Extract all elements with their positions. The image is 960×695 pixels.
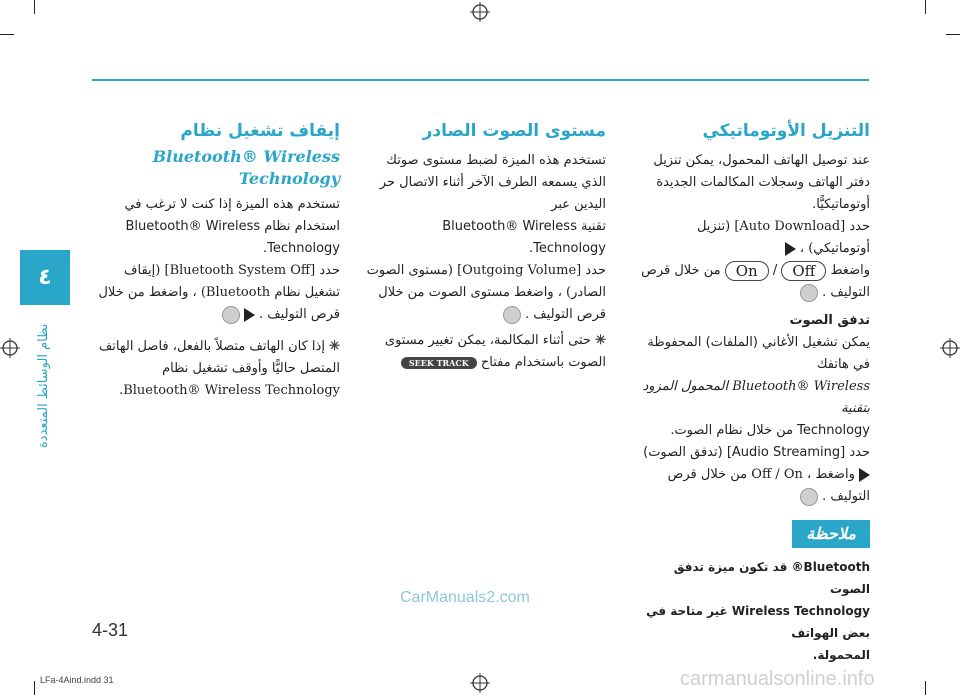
seek-track-key: SEEK TRACK: [401, 357, 477, 369]
caution-text: Bluetooth® قد تكون ميزة تدفق الصوت: [673, 560, 870, 596]
paragraph: يمكن تشغيل الأغاني (الملفات) المحفوظة في هاتفك: [647, 335, 870, 372]
paragraph: تستخدم هذه الميزة لضبط مستوى صوتك الذي يسمعه الطرف الآخر أثناء الاتصال حر اليدين عبر: [379, 153, 606, 212]
footer-watermark: carmanualsonline.info: [680, 668, 875, 690]
play-icon: [244, 308, 255, 322]
crop-mark: [34, 0, 35, 14]
column-outgoing-volume: [362, 118, 606, 374]
subheading: تدفق الصوت: [789, 313, 870, 328]
paragraph: واضغط Off / On من خلال قرص: [641, 261, 870, 280]
watermark: CarManuals2.com: [400, 589, 530, 606]
tune-knob-icon: [800, 488, 818, 506]
header-rule: [92, 79, 869, 81]
play-icon: [859, 468, 870, 482]
chapter-title: نظام الوسائط المتعددة: [36, 323, 51, 448]
crop-mark: [925, 681, 926, 695]
paragraph: [362, 260, 606, 326]
paragraph: Bluetooth® Wireless المحمول المزود بتقنية: [642, 379, 870, 416]
page-number: 4-31: [92, 620, 129, 640]
play-icon: [785, 242, 796, 256]
paragraph-text: واضغط: [830, 263, 870, 278]
footer-file-info: LFa-4Aind.indd 31: [40, 675, 114, 685]
note-star-icon: ✳: [595, 333, 606, 348]
section-heading: إيقاف تشغيل نظام: [180, 121, 340, 141]
paragraph-text: حدد [Bluetooth System Off] (إيقاف تشغيل نظام Bluetooth) ، واضغط من خلال قرص التوليف .: [98, 263, 340, 322]
paragraph-text: حدد [Outgoing Volume] (مستوى الصوت الصادر) ، واضغط مستوى الصوت من خلال قرص التوليف .: [366, 263, 606, 322]
registration-mark-icon: [470, 673, 490, 693]
tune-knob-icon: [222, 306, 240, 324]
note: [362, 330, 606, 374]
paragraph: [638, 282, 870, 304]
registration-mark-icon: [0, 338, 20, 358]
off-button: Off: [781, 261, 826, 281]
note-text: حتى أثناء المكالمة، يمكن تغيير مستوى الصوت باستخدام مفتاح: [384, 333, 606, 370]
chapter-number: ٤: [38, 265, 52, 290]
note-star-icon: ✳: [329, 339, 340, 354]
note-text: إذا كان الهاتف متصلاً بالفعل، فاصل الهاتف المتصل حاليًّا وأوقف تشغيل نظام Bluetooth® Wireless Technology.: [98, 339, 340, 398]
column-bluetooth-off: [95, 118, 340, 402]
column-auto-download: [638, 118, 870, 666]
section-heading: مستوى الصوت الصادر: [422, 121, 606, 141]
tune-knob-icon: [503, 306, 521, 324]
paragraph: تقنية Bluetooth® Wireless Technology.: [442, 219, 606, 256]
caution-text: Wireless Technology غير متاحة في بعض الهواتف: [646, 604, 870, 640]
on-button: On: [725, 261, 769, 281]
crop-mark: [34, 681, 35, 695]
paragraph-text: حدد [Auto Download] (تنزيل أوتوماتيكي) ،: [696, 219, 870, 256]
paragraph: حدد [Audio Streaming] (تدفق الصوت): [643, 445, 870, 460]
paragraph: عند توصيل الهاتف المحمول، يمكن تنزيل دفتر الهاتف وسجلات المكالمات الجديدة أوتوماتيكيًّا.: [653, 153, 870, 212]
registration-mark-icon: [470, 2, 490, 22]
paragraph: Technology من خلال نظام الصوت.: [670, 423, 870, 438]
paragraph-text: واضغط ، Off / On من خلال قرص: [667, 467, 855, 482]
paragraph-text: التوليف .: [822, 285, 870, 300]
note: [95, 336, 340, 402]
paragraph: [638, 486, 870, 508]
crop-mark: [0, 34, 14, 35]
crop-mark: [946, 34, 960, 35]
caution-text: المحمولة.: [812, 648, 870, 662]
chapter-tab: [20, 250, 70, 305]
paragraph: [95, 260, 340, 326]
paragraph: [638, 216, 870, 260]
tune-knob-icon: [800, 284, 818, 302]
section-heading: التنزيل الأوتوماتيكي: [702, 121, 870, 141]
section-subheading: Bluetooth® Wireless Technology: [152, 147, 340, 188]
crop-mark: [925, 0, 926, 14]
paragraph-text: من خلال قرص: [641, 263, 721, 278]
registration-mark-icon: [940, 338, 960, 358]
paragraph-text: التوليف .: [822, 489, 870, 504]
caution-badge: ملاحظة: [792, 520, 870, 548]
paragraph: [638, 464, 870, 486]
paragraph: تستخدم هذه الميزة إذا كنت لا ترغب في استخدام نظام Bluetooth® Wireless Technology.: [124, 197, 340, 256]
